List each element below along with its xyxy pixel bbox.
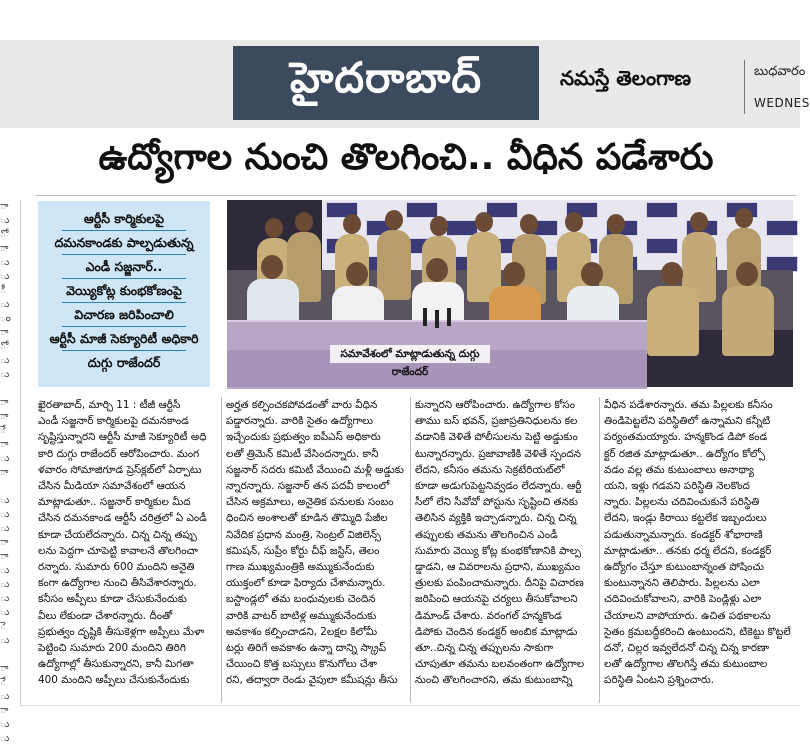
article-line: ళవారం సోమాజిగూడ ప్రెస్‌క్లబ్‌లో ఏర్పాటు <box>38 463 202 476</box>
article-line: ఖైరతాబాద్, మార్చి 11 : టీజీ ఆర్టీసీ <box>38 399 181 411</box>
article-column-2 <box>226 397 406 707</box>
article-line: మాట్లాడుతూ.. సజ్జనార్ కార్మికుల మీద <box>38 496 191 509</box>
person-head <box>503 262 525 286</box>
article-line: రన్నారు. సుమారు 600 మందిని అనైతి <box>38 561 195 574</box>
cut-column-glyph: ు <box>0 719 10 730</box>
city-title: హైదరాబాద్ <box>289 53 483 102</box>
cut-column-glyph <box>0 480 14 494</box>
person-head <box>430 216 448 236</box>
article-line: కుంటున్నానని తెలిపారు. పిల్లలను ఎలా <box>604 577 760 590</box>
date-separator <box>744 60 745 114</box>
article-column-1 <box>38 397 216 707</box>
article-line: చేసిన దమనకాండ ఆర్టీసీ చరిత్రలో ఏ ఎండీ <box>38 512 207 525</box>
neighbor-column-cut <box>0 200 14 744</box>
article-line: డిమాండ్ చేశారు. వరంగల్ హన్మకొండ <box>415 609 562 622</box>
article-line: ఇచ్చేందుకు ప్రభుత్వం ఐపీఎస్ అధికారు <box>226 431 381 444</box>
article-line: చేసిన మీడియా సమావేశంలో ఆయన <box>38 480 186 493</box>
article-line: జరిపించి ఆయనపై చర్యలు తీసుకోవాలని <box>415 593 578 606</box>
cut-column-glyph: ు <box>0 579 10 590</box>
cut-column-glyph: ు <box>0 355 10 366</box>
cut-column-glyph: ా <box>0 663 9 674</box>
cut-column-glyph: ా <box>0 537 9 548</box>
article-line: న్నారన్నారు. సజ్జనార్ తన పదవీ కాలంలో <box>226 480 390 493</box>
backdrop-logo-tile <box>406 202 438 218</box>
article-line: కూడా అడుగుపెట్టనివ్వడం లేదన్నారు. ఆర్టీ <box>415 480 582 493</box>
headline: ఉద్యోగాల నుంచి తొలగించి.. వీధిన పడేశారు <box>98 137 714 178</box>
highlight-divider <box>62 350 186 351</box>
cut-column-glyph: ా <box>0 327 9 338</box>
article-line: ఉద్యోగాల్లో తీసుకున్నారని, కానీ మిగతా <box>38 658 194 671</box>
cut-column-glyph: ా <box>0 705 9 716</box>
article-line: లతో త్రిమెన్ కమిటీ వేసిందన్నారు. కానీ <box>226 447 379 460</box>
person-head <box>426 258 448 282</box>
cut-column-glyph: ు <box>0 495 10 506</box>
cut-column-glyph: ు <box>0 509 10 520</box>
cut-column-glyph: ు <box>0 215 10 226</box>
person-head <box>385 210 403 230</box>
article-column-4 <box>604 397 796 707</box>
article-line: నుంచి తొలగించారని, తమ కుటుంబాన్ని <box>415 674 573 687</box>
article-line: కమిషన్, సుప్రీం కోర్టు చీఫ్ జస్టిస్, తెలం <box>226 544 380 557</box>
article-line: సీలో లేని సీవోవో పోస్టును సృష్టించి తనకు <box>415 496 578 509</box>
cut-column-glyph: ు <box>0 453 10 464</box>
highlight-line: దమనకాండకు పాల్పడుతున్న <box>54 235 194 250</box>
article-line: పరిస్థితి ఏంటని ప్రశ్నించారు. <box>604 674 715 687</box>
article-line: లేదని, ఇండ్లు కిరాయి కట్టలేక ఇబ్బందులు <box>604 512 767 525</box>
cut-column-glyph: ు <box>0 523 10 534</box>
backdrop-logo-tile <box>646 238 678 254</box>
column-rule <box>221 397 222 703</box>
article-line: ఉద్యోగం చేస్తూ కుటుంబాన్నంత పోషించు <box>604 561 764 574</box>
backdrop-logo-tile <box>646 202 678 218</box>
article-line: తెలిసిన వ్యక్తికి ఇచ్చాడన్నారు. చిన్న చిన్న <box>415 512 577 525</box>
cut-column-glyph: ా <box>0 243 9 254</box>
cut-column-glyph: ు <box>0 607 10 618</box>
article-line: అర్హత కల్పించకపోవడంతో వారు వీధిన <box>226 399 378 411</box>
article-line: తిండిపెట్టలేని పరిస్థితిలో ఉన్నామని కన్నీటి <box>604 415 771 428</box>
article-line: సైతం క్రమబద్ధీకరించి ఉంటుందని, టికెట్టు కొట్టలే <box>604 625 791 638</box>
article-line: వడానికి వెళితే పోలీసులను పెట్టి అడ్డుకుం <box>415 431 578 444</box>
article-line: న్నారు. పిల్లలను చదివించుకునే పరిస్థితి <box>604 496 760 509</box>
article-line: యని, ఇళ్లు గడవని పరిస్థితి నెలకొంద <box>604 480 750 493</box>
article-line: లను పెద్దగా చూపెట్టి కావాలనే తొలగించా <box>38 544 198 557</box>
article-line: ఎండీ సజ్జనార్ కార్మికులపై దమనకాండ <box>38 415 189 428</box>
article-line: పడ్డారన్నారు. వారికి సైతం ఉద్యోగాలు <box>226 415 374 428</box>
person-head <box>607 214 625 234</box>
cut-column-glyph: ు <box>0 257 10 268</box>
article-line: యుక్తంలో కూడా ఫిర్యాదు చేశామన్నారు. <box>226 577 386 590</box>
article-line: గాణ ముఖ్యమంత్రికి అమ్ముకునేందుకు <box>226 561 375 574</box>
person-head <box>581 262 603 286</box>
article-column-3 <box>415 397 595 707</box>
microphone-icon <box>435 310 439 328</box>
person-head <box>475 212 493 232</box>
highlight-line: దుగ్గు రాజేందర్ <box>87 355 161 370</box>
highlight-line: ఆర్టీసీ కార్మికులపై <box>83 211 165 226</box>
article-line: మాట్లాడుతూ.. తనకు ధర్మ లేదని, కండక్టర్ <box>604 544 772 557</box>
article-line: 400 మందిని అప్పీలు చేసుకునేందుకు <box>38 674 190 687</box>
article-line: చేసిన అక్రమాలు, అనైతిక పనులకు సంబం <box>226 496 394 509</box>
article-line: వడం వల్ల తమ కుటుంబాలు అనాథ్యా <box>604 463 754 476</box>
article-line: తప్పులకు తమను తొలగించిన ఎండీ <box>415 528 558 541</box>
masthead-top-whitespace <box>0 0 800 40</box>
cut-column-glyph <box>0 382 14 396</box>
article-line: నివేదిక ప్రధాన మంత్రి, సెంట్రల్ విజిలెన్స్ <box>226 528 381 541</box>
article-line: చేయాలని వాపోయారు. ఉచిత పథకాలను <box>604 609 771 622</box>
person-head <box>690 212 708 232</box>
highlight-divider <box>62 302 186 303</box>
article-line: వీధిన పడేశారన్నారు. తమ పిల్లలకు కనీసం <box>604 399 773 411</box>
cut-column-glyph: ు <box>0 691 10 702</box>
person-head <box>520 214 538 234</box>
cut-column-glyph: ు <box>0 369 10 380</box>
cut-column-glyph: ం <box>0 313 11 324</box>
day-telugu: బుధవారం <box>754 64 806 79</box>
cut-column-glyph: ే <box>0 677 6 688</box>
highlight-line: ఆర్టీసీ మాజీ సెక్యూరిటీ అధికారి <box>49 331 199 346</box>
person-head <box>265 218 283 238</box>
person-head <box>261 255 283 279</box>
article-line: తూ..చిన్న చిన్న తప్పులను సాకుగా <box>415 642 554 655</box>
cut-column-glyph: ా <box>0 551 9 562</box>
cut-column-glyph: ు <box>0 733 10 744</box>
cut-column-glyph: ు <box>0 271 10 282</box>
article-line: చదివించుకోవాలని, వారికి పెండ్లిళ్లు ఎలా <box>604 593 762 606</box>
microphone-icon <box>423 308 427 326</box>
person-head <box>736 262 758 286</box>
person-body <box>377 230 411 300</box>
article-line: డిపోకు చెందిన కండక్టర్ అంబిక మాట్లాడు <box>415 625 578 638</box>
article-line: చూపుతూ తమను బలవంతంగా ఉద్యోగాల <box>415 658 585 671</box>
article-line: ప్రభుత్వం దృష్టికి తీసుకెళ్లగా అప్పీలు మేళా <box>38 625 205 638</box>
article-line: లేదని, కనీసం తమను సెక్రటేరియట్‌లో <box>415 463 565 476</box>
article-line: లతో ఉద్యోగాల తొలగిస్తే తమ కుటుంబాల <box>604 658 768 671</box>
article-line: కారి దుగ్గు రాజేందర్ ఆరోపించారు. మంగ <box>38 447 200 460</box>
highlight-divider <box>62 254 186 255</box>
article-line: క్టర్ రజిత మాట్లాడుతూ.. ఉద్యోగం కోల్పో <box>604 447 766 460</box>
article-line: సృష్టిస్తున్నారని ఆర్టీసీ మాజీ సెక్యూరిటీ అధి <box>38 431 207 444</box>
person-body <box>722 286 774 356</box>
cut-column-glyph: ా <box>0 411 9 422</box>
cut-column-glyph: ే <box>0 425 6 436</box>
article-line: రని, తద్వారా రెండు వైపులా కమీషన్లు తీసు <box>226 674 398 687</box>
cut-column-glyph: ా <box>0 397 9 408</box>
article-line: చేయించి కొత్త బస్సులు కొనుగోలు చేశా <box>226 658 377 671</box>
cut-column-glyph: ా <box>0 201 9 212</box>
headline-rule <box>36 195 796 196</box>
city-title-box <box>233 46 539 120</box>
cut-column-glyph: ు <box>0 565 10 576</box>
article-line: పర్యంతమయ్యారు. హన్మకొండ డిపో కండ <box>604 431 768 444</box>
column-rule <box>410 397 411 703</box>
cut-column-glyph: ా <box>0 439 9 450</box>
article-line: పడుతున్నామన్నారు. కండక్టర్ శోభారాణి <box>604 528 763 541</box>
article-line: కున్నారని ఆరోపించారు. ఉద్యోగాల కోసం <box>415 399 575 411</box>
microphone-icon <box>447 308 451 326</box>
article-line: దనో, చిల్లర ఇవ్వలేదనో చిన్న చిన్న కారణా <box>604 642 770 655</box>
article-line: పెట్టించి సుమారు 200 మందిని తిరిగి <box>38 642 186 655</box>
highlight-divider <box>62 230 186 231</box>
cut-column-glyph: ు <box>0 299 10 310</box>
article-line: కంగా ఉద్యోగాల నుంచి తీసివేశారన్నారు. <box>38 577 197 590</box>
article-line: డ్డాడని, ఆ వివరాలను ప్రధాని, ముఖ్యమం <box>415 561 580 574</box>
article-line: కూడా చేయలేదన్నారు. చిన్న చిన్న తప్పు <box>38 528 197 541</box>
cut-column-glyph: ు <box>0 593 10 604</box>
article-line: అవకాశం కల్పించాడని, 2లక్షల కిలోమీ <box>226 625 378 638</box>
person-body <box>647 286 699 356</box>
cut-column-glyph: ో <box>0 229 6 240</box>
cut-column-glyph <box>0 648 14 662</box>
person-head <box>346 262 368 286</box>
article-line: వారికి వాటర్ బాటిళ్ల అమ్ముకునేందుకు <box>226 609 377 622</box>
backdrop-logo-tile <box>766 220 798 236</box>
article-line: టున్నారన్నారు. ప్రజావాణికి వెళితే స్పందన <box>415 447 581 460</box>
person-head <box>295 212 313 232</box>
article-line: టర్లు తిరిగే అవకాశం ఉన్నా దాన్ని స్క్రాప్ <box>226 642 387 655</box>
article-line: వీలు లేకుండా చేశారన్నారు. దీంతో <box>38 609 173 622</box>
article-line: కనీసం అప్పీలు కూడా చేసుకునేందుకు <box>38 593 187 606</box>
person-head <box>661 262 683 286</box>
highlight-divider <box>62 278 186 279</box>
cut-column-glyph: ా <box>0 467 9 478</box>
highlight-line: ఎండీ సజ్జనార్.. <box>85 259 163 274</box>
cut-column-glyph: ె <box>0 621 6 632</box>
article-line: సుమారు వెయ్యి కోట్ల కుంభకోణానికి పాల్ప <box>415 544 582 557</box>
photo-caption: సమావేశంలో మాట్లాడుతున్న దుగ్గు రాజేందర్ <box>330 345 490 363</box>
highlight-line: విచారణ జరిపించాలి <box>74 307 174 322</box>
article-line: త్రులకు పంపించామన్నారు. దీనిపై విచారణ <box>415 577 584 590</box>
cut-column-glyph: ీ <box>0 285 6 296</box>
article-line: బస్టాండ్లలో తమ బంధువులకు చెందిన <box>226 593 376 606</box>
day-english: WEDNES <box>754 96 810 110</box>
highlight-line: వెయ్యికోట్ల కుంభకోణంపై <box>66 283 182 298</box>
person-head <box>565 212 583 232</box>
column-rule <box>599 397 600 703</box>
cut-column-glyph: ో <box>0 341 6 352</box>
article-line: ధించిన అంశాలతో కూడిన తొమ్మిది పేజీల <box>226 512 388 525</box>
highlight-divider <box>62 326 186 327</box>
bottom-rule <box>20 705 800 706</box>
article-line: సజ్జనార్ సదరు కమిటీ వేయించి మళ్లీ అడ్డుకు <box>226 463 404 476</box>
paper-name: నమస్తే తెలంగాణ <box>560 66 692 90</box>
press-meet-photo <box>227 200 793 387</box>
article-line: తాము బస్ భవన్, ప్రజాప్రతినిధులను కల <box>415 415 578 428</box>
cut-column-glyph: ు <box>0 635 10 646</box>
person-head <box>735 208 753 228</box>
column-rule <box>20 200 21 705</box>
highlight-box <box>38 201 210 387</box>
person-head <box>343 214 361 234</box>
